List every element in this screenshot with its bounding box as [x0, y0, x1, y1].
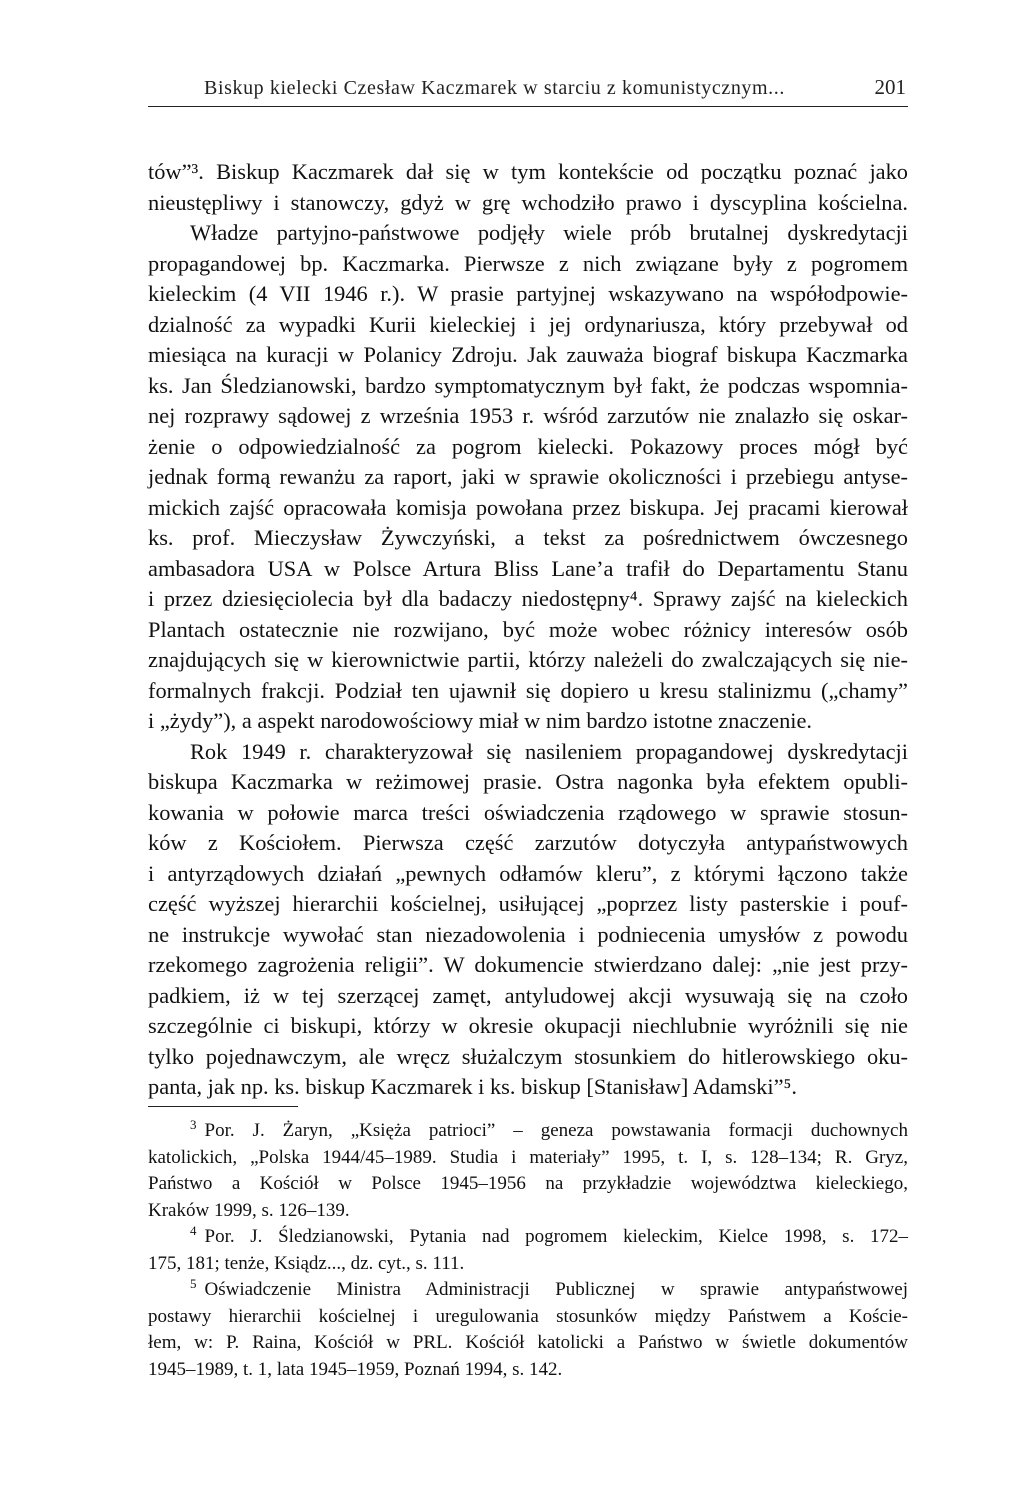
text-line: nej rozprawy sądowej z września 1953 r. wśród zarzutów nie znalazło się oskar-	[148, 403, 908, 428]
text-line: część wyższej hierarchii kościelnej, usiłującej „poprzez listy pasterskie i pouf-	[148, 891, 908, 916]
running-title: Biskup kielecki Czesław Kaczmarek w starciu z komunistycznym...	[204, 77, 785, 99]
text-line: i przez dziesięciolecia był dla badaczy niedostępny⁴. Sprawy zajść na kieleckich	[148, 586, 908, 611]
text-line: i antyrządowych działań „pewnych odłamów kleru”, z którymi łączono także	[148, 860, 908, 886]
footnote-number: 3	[190, 1116, 197, 1132]
text-line: ks. prof. Mieczysław Żywczyński, a tekst za pośrednictwem ówczesnego	[148, 525, 908, 550]
text-line: jednak formą rewanżu za raport, jaki w sprawie okoliczności i przebiegu antyse-	[148, 464, 908, 489]
footnote-line	[148, 1277, 908, 1304]
text-line: tów”³. Biskup Kaczmarek dał się w tym kontekście od początku poznać jako	[148, 159, 908, 184]
footnote-line: 175, 181; tenże, Ksiądz..., dz. cyt., s. 111.	[148, 1252, 465, 1274]
running-header	[148, 76, 908, 107]
text-line: ków z Kościołem. Pierwsza część zarzutów dotyczyła antypaństwowych	[148, 830, 908, 855]
text-line: i „żydy”), a aspekt narodowościowy miał w nim bardzo istotne znaczenie.	[148, 708, 813, 733]
footnote-text: Por. J. Śledzianowski, Pytania nad pogromem kieleckim, Kielce 1998, s. 172–	[204, 1226, 908, 1247]
footnote-line: Państwo a Kościół w Polsce 1945–1956 na przykładzie województwa kieleckiego,	[148, 1173, 908, 1194]
text-line: Rok 1949 r. charakteryzował się nasileniem propagandowej dyskredytacji	[190, 738, 908, 764]
text-line: nieustępliwy i stanowczy, gdyż w grę wchodziło prawo i dyscyplina kościelna.	[148, 189, 908, 215]
text-line: tylko pojednawczym, ale wręcz służalczym stosunkiem do hitlerowskiego oku-	[148, 1043, 908, 1069]
footnote-text: Por. J. Żaryn, „Księżа patrioci” – geneza powstawania formacji duchownych	[204, 1120, 908, 1141]
text-line: formalnych frakcji. Podział ten ujawnił się dopiero u kresu stalinizmu („chamy”	[148, 677, 908, 703]
text-line: rzekomego zagrożenia religii”. W dokumencie stwierdzano dalej: „nie jest przy-	[148, 952, 908, 977]
body-text	[148, 157, 908, 1103]
footnote-line: katolickich, „Polska 1944/45–1989. Studia i materiały” 1995, t. I, s. 128–134; R. Gryz,	[148, 1146, 908, 1168]
text-line: szczególnie ci biskupi, którzy w okresie okupacji niechlubnie wyróżnili się nie	[148, 1013, 908, 1038]
text-line: żenie o odpowiedzialność za pogrom kielecki. Pokazowy proces mógł być	[148, 433, 908, 459]
footnote-number: 5	[190, 1275, 197, 1291]
text-line: padkiem, iż w tej szerzącej zamęt, antyludowej akcji wysuwają się na czoło	[148, 982, 908, 1008]
footnote-line: Kraków 1999, s. 126–139.	[148, 1199, 350, 1221]
footnote-number: 4	[190, 1222, 197, 1238]
text-line: propagandowej bp. Kaczmarka. Pierwsze z nich związane były z pogromem	[148, 250, 908, 276]
text-line: znajdujących się w kierownictwie partii, którzy należeli do zwalczających się nie-	[148, 647, 908, 672]
text-line: biskupa Kaczmarka w reżimowej prasie. Ostra nagonka była efektem opubli-	[148, 769, 908, 794]
text-line: ambasadora USA w Polsce Artura Bliss Lane’a trafił do Departamentu Stanu	[148, 555, 908, 581]
text-line: kowania w połowie marca treści oświadczenia rządowego w sprawie stosun-	[148, 799, 908, 825]
text-line: kieleckim (4 VII 1946 r.). W prasie partyjnej wskazywano na współodpowie-	[148, 281, 908, 306]
footnote-line	[148, 1118, 908, 1145]
text-line: mickich zajść opracowała komisja powołana przez biskupa. Jej pracami kierował	[148, 494, 908, 520]
text-line: dzialność za wypadki Kurii kieleckiej i jej ordynariusza, który przebywał od	[148, 311, 908, 337]
footnote-line: postawy hierarchii kościelnej i uregulowania stosunków między Państwem a Koście-	[148, 1305, 908, 1327]
footnote-text: Oświadczenie Ministra Administracji Publicznej w sprawie antypaństwowej	[204, 1279, 908, 1300]
text-line: ne instrukcje wywołać stan niezadowolenia i podniecenia umysłów z powodu	[148, 921, 908, 947]
text-line: ks. Jan Śledzianowski, bardzo symptomatycznym był fakt, że podczas wspomnia-	[148, 372, 908, 398]
footnote-line: 1945–1989, t. 1, lata 1945–1959, Poznań 1994, s. 142.	[148, 1358, 563, 1380]
text-line: Plantach ostatecznie nie rozwijano, być może wobec różnicy interesów osób	[148, 616, 908, 642]
footnote-line: łem, w: P. Raina, Kościół w PRL. Kościół katolicki a Państwo w świetle dokumentów	[148, 1332, 908, 1353]
footnote-line	[148, 1224, 908, 1251]
text-line: panta, jak np. ks. biskup Kaczmarek i ks. biskup [Stanisław] Adamski”⁵.	[148, 1074, 797, 1099]
text-line: miesiąca na kuracji w Polanicy Zdroju. Jak zauważa biograf biskupa Kaczmarka	[148, 342, 908, 367]
page-number: 201	[874, 75, 906, 99]
footnote-divider	[148, 1106, 298, 1107]
footnotes	[148, 1118, 908, 1383]
text-line: Władze partyjno-państwowe podjęły wiele prób brutalnej dyskredytacji	[190, 220, 908, 245]
